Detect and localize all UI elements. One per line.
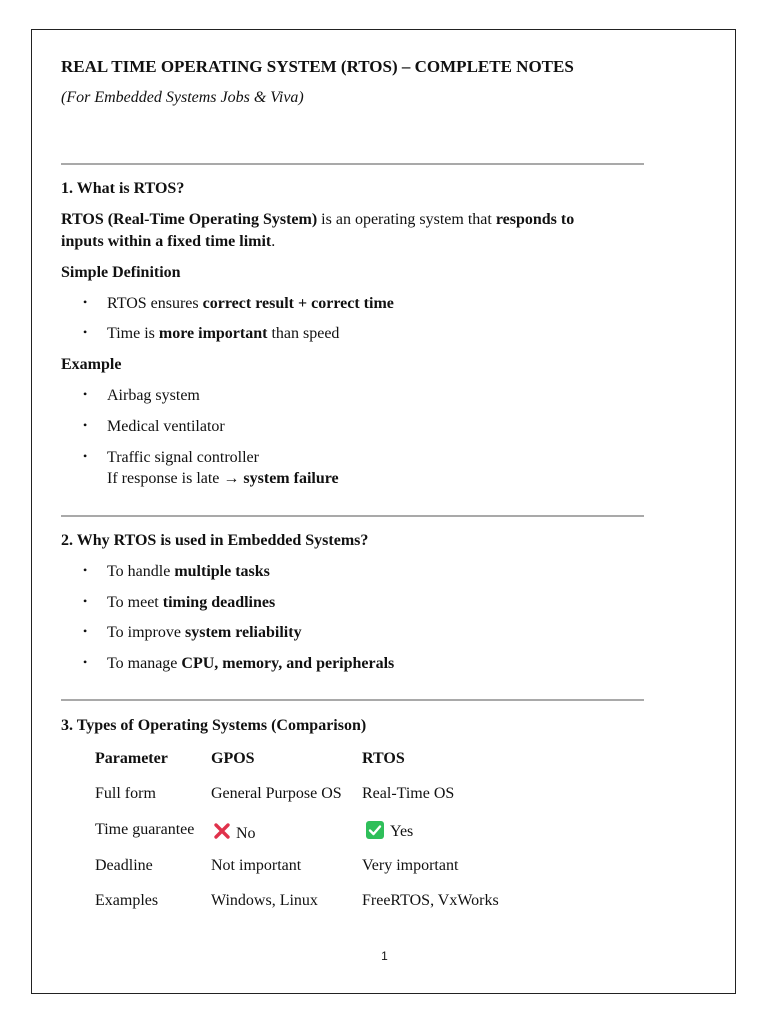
bold-span: inputs within a fixed time limit bbox=[61, 233, 272, 250]
bullet-icon: • bbox=[83, 594, 88, 608]
section-1-heading: 1. What is RTOS? bbox=[61, 180, 185, 197]
table-cell: Deadline bbox=[95, 857, 153, 874]
table-cell: Not important bbox=[211, 857, 302, 874]
text-span: To meet bbox=[107, 594, 163, 611]
term-rtos: RTOS (Real-Time Operating System) bbox=[61, 211, 318, 228]
bullet-icon: • bbox=[83, 624, 88, 638]
document-title: REAL TIME OPERATING SYSTEM (RTOS) – COMPLETE NOTES bbox=[61, 57, 574, 76]
divider bbox=[61, 163, 644, 165]
bold-span: system failure bbox=[243, 470, 339, 487]
list-item-text: Traffic signal controller bbox=[107, 449, 259, 466]
text-span: To handle bbox=[107, 563, 175, 580]
table-cell: FreeRTOS, VxWorks bbox=[362, 892, 499, 909]
bullet-icon: • bbox=[83, 418, 88, 432]
list-item bbox=[83, 563, 270, 581]
table-cell: Very important bbox=[362, 857, 459, 874]
text-span: than speed bbox=[267, 325, 340, 342]
list-item bbox=[83, 295, 394, 313]
bullet-icon: • bbox=[83, 563, 88, 577]
text-span: To manage bbox=[107, 655, 182, 672]
simple-definition-heading: Simple Definition bbox=[61, 264, 181, 281]
list-item bbox=[83, 418, 225, 436]
table-cell: Windows, Linux bbox=[211, 892, 318, 909]
bullet-icon: • bbox=[83, 655, 88, 669]
list-item bbox=[83, 387, 200, 405]
example-heading: Example bbox=[61, 356, 122, 373]
table-cell-gpos-time bbox=[212, 821, 256, 843]
list-item-text: Medical ventilator bbox=[107, 418, 225, 435]
section-2-heading: 2. Why RTOS is used in Embedded Systems? bbox=[61, 532, 369, 549]
text-span: Time is bbox=[107, 325, 159, 342]
list-item bbox=[83, 449, 259, 467]
bold-span: more important bbox=[158, 325, 268, 342]
divider bbox=[61, 699, 644, 701]
section-3-heading: 3. Types of Operating Systems (Comparison) bbox=[61, 717, 367, 734]
text-span: If response is late → bbox=[107, 470, 244, 487]
late-response-note bbox=[107, 470, 339, 488]
list-item bbox=[83, 325, 339, 343]
cell-text: Yes bbox=[390, 823, 414, 840]
list-item bbox=[83, 624, 302, 642]
bold-span: CPU, memory, and peripherals bbox=[181, 655, 395, 672]
bullet-icon: • bbox=[83, 325, 88, 339]
section-1-paragraph bbox=[61, 209, 574, 253]
text-span: To improve bbox=[107, 624, 185, 641]
table-cell: Time guarantee bbox=[95, 821, 195, 838]
document-page bbox=[31, 29, 736, 994]
bold-span: system reliability bbox=[184, 624, 302, 641]
bold-span: multiple tasks bbox=[174, 563, 270, 580]
table-cell: Examples bbox=[95, 892, 159, 909]
page-number: 1 bbox=[381, 949, 388, 963]
list-item-text: Airbag system bbox=[107, 387, 200, 404]
bullet-icon: • bbox=[83, 387, 88, 401]
cell-text: No bbox=[236, 825, 256, 842]
cross-mark-icon bbox=[212, 821, 232, 841]
bullet-icon: • bbox=[83, 295, 88, 309]
bold-span: responds to bbox=[495, 211, 575, 228]
check-mark-icon bbox=[366, 821, 384, 839]
table-cell: Full form bbox=[95, 785, 156, 802]
table-cell: Real-Time OS bbox=[362, 785, 455, 802]
list-item bbox=[83, 655, 394, 673]
list-item bbox=[83, 594, 275, 612]
bold-span: correct result + correct time bbox=[202, 295, 394, 312]
text-span: RTOS ensures bbox=[107, 295, 203, 312]
table-header-rtos: RTOS bbox=[362, 750, 405, 767]
table-header-gpos: GPOS bbox=[211, 750, 255, 767]
document-subtitle: (For Embedded Systems Jobs & Viva) bbox=[61, 89, 304, 106]
table-header-parameter: Parameter bbox=[95, 750, 168, 767]
table-cell: General Purpose OS bbox=[211, 785, 342, 802]
text-span: . bbox=[271, 233, 276, 250]
bold-span: timing deadlines bbox=[162, 594, 276, 611]
divider bbox=[61, 515, 644, 517]
text-span: is an operating system that bbox=[317, 211, 496, 228]
table-cell-rtos-time bbox=[366, 821, 413, 841]
bullet-icon: • bbox=[83, 449, 88, 463]
